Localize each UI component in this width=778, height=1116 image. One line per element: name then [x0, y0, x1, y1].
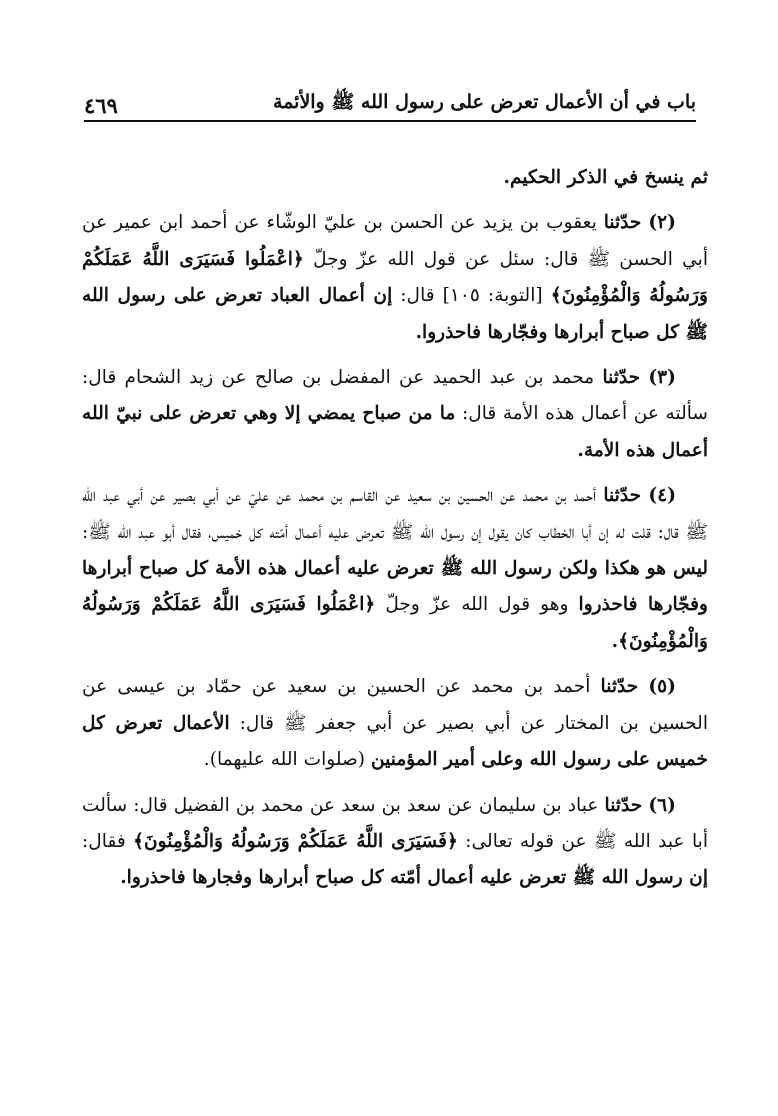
- hadith-number: (٣): [648, 367, 676, 389]
- verse-reference: فقال:: [82, 830, 126, 852]
- hadith-tail: (صلوات الله عليهما).: [203, 749, 366, 771]
- hadith-matn: ليس هو هكذا ولكن رسول الله ﷺ تعرض عليه أعمال هذه الأمة كل صباح أبرارها وفجّارها فاحذروا: [82, 558, 708, 616]
- isnad-chain: يعقوب بن يزيد عن الحسن بن عليّ الوشّاء عن أحمد ابن عمير عن أبي الحسن ﷺ قال: سئل عن قول الله عزّ وجلّ: [82, 212, 708, 270]
- page-body: [82, 160, 708, 906]
- page-number: ٤٦٩: [84, 93, 118, 118]
- hadith-2: [82, 205, 708, 351]
- isnad-chain: أحمد بن محمد عن الحسين بن سعيد عن القاسم بن محمد عن عليّ عن أبي بصير عن أبي عبد الله ﷺ قال: قلت له إن أبا الخطاب كان يقول إن رسول الله ﷺ تعرض عليه أعمال أمّته كل خميس، فقال أبو عبد الله ﷺ:: [82, 485, 708, 543]
- verse-reference: [التوبة: ١٠٥] قال:: [400, 285, 543, 307]
- hadith-4: [82, 478, 708, 660]
- hadith-tail: وهو قول الله عزّ وجلّ: [385, 594, 569, 616]
- quran-verse: ﴿اعْمَلُوا فَسَيَرَى اللَّهُ عَمَلَكُمْ وَرَسُولُهُ وَالْمُؤْمِنُونَ﴾.: [82, 594, 708, 652]
- quran-verse: ﴿اعْمَلُوا فَسَيَرَى اللَّهُ عَمَلَكُمْ وَرَسُولُهُ وَالْمُؤْمِنُونَ﴾: [82, 248, 708, 307]
- hadith-number: (٢): [648, 212, 676, 234]
- hadith-matn: الأعمال تعرض كل خميس على رسول الله وعلى أمير المؤمنين: [82, 712, 708, 771]
- hadith-5: [82, 669, 708, 778]
- intro-bold-text: ثم ينسخ في الذكر الحكيم.: [503, 167, 708, 188]
- hadith-number: (٤): [648, 485, 676, 507]
- hadith-6: [82, 788, 708, 897]
- running-title: باب في أن الأعمال تعرض على رسول الله ﷺ والأئمة: [272, 91, 696, 113]
- haddathana-word: حدّثنا: [602, 367, 641, 389]
- page-header: [84, 78, 696, 122]
- hadith-matn: إن أعمال العباد تعرض على رسول الله ﷺ كل صباح أبرارها وفجّارها فاحذروا.: [82, 285, 708, 343]
- haddathana-word: حدّثنا: [603, 212, 642, 234]
- quran-verse: ﴿فَسَيَرَى اللَّهُ عَمَلَكُمْ وَرَسُولُهُ وَالْمُؤْمِنُونَ﴾: [133, 830, 458, 852]
- haddathana-word: حدّثنا: [603, 485, 642, 507]
- isnad-chain: محمد بن عبد الحميد عن المفضل بن صالح عن زيد الشحام قال: سألته عن أعمال هذه الأمة قال:: [82, 367, 708, 425]
- hadith-matn: ما من صباح يمضي إلا وهي تعرض على نبيّ الله أعمال هذه الأمة.: [82, 403, 708, 461]
- haddathana-word: حدّثنا: [600, 676, 639, 698]
- hadith-number: (٦): [648, 794, 676, 816]
- hadith-3: [82, 360, 708, 469]
- intro-line: [82, 160, 708, 196]
- hadith-matn: إن رسول الله ﷺ تعرض عليه أعمال أمّته كل صباح أبرارها وفجارها فاحذروا.: [120, 867, 708, 889]
- hadith-number: (٥): [648, 676, 676, 698]
- haddathana-word: حدّثنا: [604, 794, 643, 816]
- isnad-chain: أحمد بن محمد عن الحسين بن سعيد عن حمّاد بن عيسى عن الحسين بن المختار عن أبي بصير عن أبي جعفر ﷺ قال:: [82, 676, 708, 734]
- isnad-chain: عباد بن سليمان عن سعد بن سعد عن محمد بن الفضيل قال: سألت أبا عبد الله ﷺ عن قوله تعالى:: [82, 794, 708, 852]
